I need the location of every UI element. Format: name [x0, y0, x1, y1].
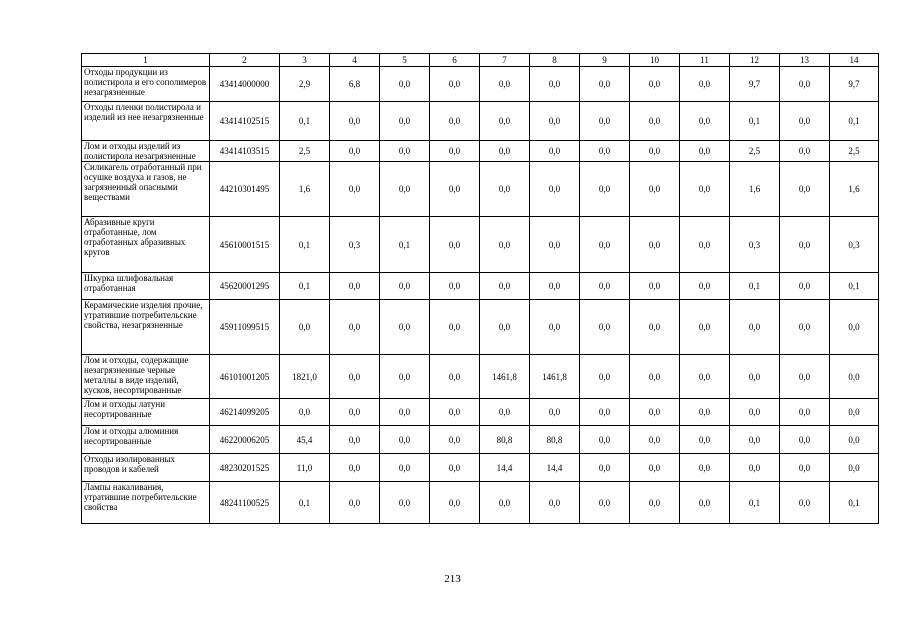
- waste-code-cell: 46220006205: [210, 426, 280, 454]
- value-cell: 0,1: [380, 217, 430, 273]
- value-cell: 14,4: [530, 454, 580, 482]
- waste-code-cell: 45610001515: [210, 217, 280, 273]
- value-cell: 0,0: [730, 399, 780, 426]
- table-row: [82, 273, 879, 300]
- waste-code-cell: 46101001205: [210, 355, 280, 399]
- value-cell: 0,0: [430, 355, 480, 399]
- table-row: [82, 355, 879, 399]
- value-cell: 0,0: [580, 355, 630, 399]
- column-header: 12: [730, 54, 780, 67]
- value-cell: 0,0: [380, 300, 430, 355]
- value-cell: 0,0: [530, 217, 580, 273]
- value-cell: 0,0: [330, 141, 380, 162]
- waste-name-cell: Лом и отходы, содержащие незагрязненные черные металлы в виде изделий, кусков, несортированные: [82, 355, 210, 399]
- value-cell: 0,0: [780, 67, 830, 102]
- waste-code-cell: 45620001295: [210, 273, 280, 300]
- value-cell: 0,0: [580, 399, 630, 426]
- value-cell: 0,0: [630, 355, 680, 399]
- value-cell: 0,0: [680, 399, 730, 426]
- value-cell: 0,0: [530, 102, 580, 141]
- value-cell: 0,0: [780, 162, 830, 217]
- value-cell: 0,0: [680, 426, 730, 454]
- value-cell: 0,0: [280, 399, 330, 426]
- value-cell: 0,0: [630, 426, 680, 454]
- value-cell: 0,0: [580, 300, 630, 355]
- value-cell: 0,0: [330, 355, 380, 399]
- value-cell: 0,1: [830, 482, 879, 524]
- table-row: [82, 482, 879, 524]
- column-header: 8: [530, 54, 580, 67]
- value-cell: 0,0: [380, 399, 430, 426]
- value-cell: 0,0: [630, 141, 680, 162]
- value-cell: 0,0: [580, 482, 630, 524]
- value-cell: 0,0: [530, 67, 580, 102]
- value-cell: 1821,0: [280, 355, 330, 399]
- table-row: [82, 426, 879, 454]
- waste-name-cell: Лампы накаливания, утратившие потребительские свойства: [82, 482, 210, 524]
- value-cell: 1,6: [830, 162, 879, 217]
- value-cell: 0,0: [380, 273, 430, 300]
- value-cell: 1,6: [730, 162, 780, 217]
- waste-name-cell: Керамические изделия прочие, утратившие потребительские свойства, незагрязненные: [82, 300, 210, 355]
- value-cell: 0,0: [780, 355, 830, 399]
- value-cell: 0,0: [630, 162, 680, 217]
- value-cell: 0,0: [580, 454, 630, 482]
- value-cell: 2,5: [280, 141, 330, 162]
- value-cell: 0,0: [430, 141, 480, 162]
- value-cell: 0,0: [380, 102, 430, 141]
- value-cell: 0,0: [680, 217, 730, 273]
- value-cell: 0,0: [680, 454, 730, 482]
- waste-data-table: [81, 53, 879, 524]
- value-cell: 0,0: [580, 162, 630, 217]
- value-cell: 2,9: [280, 67, 330, 102]
- value-cell: 0,0: [630, 399, 680, 426]
- value-cell: 0,0: [380, 355, 430, 399]
- value-cell: 0,0: [480, 102, 530, 141]
- value-cell: 0,0: [330, 454, 380, 482]
- value-cell: 0,0: [480, 399, 530, 426]
- value-cell: 0,0: [430, 426, 480, 454]
- table-row: [82, 454, 879, 482]
- column-header: 5: [380, 54, 430, 67]
- value-cell: 0,0: [780, 399, 830, 426]
- value-cell: 9,7: [830, 67, 879, 102]
- value-cell: 0,0: [380, 67, 430, 102]
- table-row: [82, 399, 879, 426]
- value-cell: 0,0: [630, 454, 680, 482]
- value-cell: 0,0: [430, 300, 480, 355]
- value-cell: 0,0: [480, 67, 530, 102]
- value-cell: 0,0: [830, 426, 879, 454]
- value-cell: 80,8: [530, 426, 580, 454]
- value-cell: 0,0: [730, 355, 780, 399]
- value-cell: 0,0: [380, 141, 430, 162]
- value-cell: 0,0: [580, 426, 630, 454]
- value-cell: 0,0: [680, 273, 730, 300]
- value-cell: 0,1: [830, 102, 879, 141]
- value-cell: 0,0: [780, 426, 830, 454]
- table-row: [82, 141, 879, 162]
- value-cell: 0,0: [330, 273, 380, 300]
- value-cell: 0,0: [680, 355, 730, 399]
- value-cell: 0,0: [730, 300, 780, 355]
- value-cell: 0,0: [380, 162, 430, 217]
- value-cell: 0,1: [280, 102, 330, 141]
- waste-code-cell: 44210301495: [210, 162, 280, 217]
- value-cell: 0,0: [780, 141, 830, 162]
- column-header: 14: [830, 54, 879, 67]
- value-cell: 0,0: [430, 102, 480, 141]
- value-cell: 0,0: [780, 482, 830, 524]
- header-row: [82, 54, 879, 67]
- value-cell: 0,0: [330, 399, 380, 426]
- value-cell: 0,0: [630, 482, 680, 524]
- value-cell: 0,1: [730, 102, 780, 141]
- value-cell: 0,0: [780, 102, 830, 141]
- value-cell: 2,5: [730, 141, 780, 162]
- value-cell: 0,0: [630, 67, 680, 102]
- value-cell: 0,0: [380, 426, 430, 454]
- value-cell: 0,0: [530, 141, 580, 162]
- table-row: [82, 102, 879, 141]
- waste-name-cell: Лом и отходы изделий из полистирола незагрязненные: [82, 141, 210, 162]
- value-cell: 0,0: [480, 217, 530, 273]
- value-cell: 0,1: [730, 273, 780, 300]
- value-cell: 0,1: [830, 273, 879, 300]
- value-cell: 80,8: [480, 426, 530, 454]
- value-cell: 0,1: [730, 482, 780, 524]
- value-cell: 0,1: [280, 482, 330, 524]
- value-cell: 1461,8: [530, 355, 580, 399]
- waste-code-cell: 43414000000: [210, 67, 280, 102]
- value-cell: 0,0: [380, 454, 430, 482]
- value-cell: 0,0: [780, 273, 830, 300]
- value-cell: 0,0: [780, 217, 830, 273]
- waste-code-cell: 43414103515: [210, 141, 280, 162]
- value-cell: 6,8: [330, 67, 380, 102]
- waste-name-cell: Лом и отходы латуни несортированные: [82, 399, 210, 426]
- value-cell: 0,0: [680, 162, 730, 217]
- value-cell: 0,0: [630, 102, 680, 141]
- value-cell: 14,4: [480, 454, 530, 482]
- column-header: 1: [82, 54, 210, 67]
- table-row: [82, 67, 879, 102]
- value-cell: 0,1: [280, 217, 330, 273]
- value-cell: 0,3: [330, 217, 380, 273]
- value-cell: 0,0: [680, 67, 730, 102]
- value-cell: 0,0: [680, 300, 730, 355]
- table-row: [82, 162, 879, 217]
- value-cell: 0,0: [630, 300, 680, 355]
- table-row: [82, 300, 879, 355]
- waste-name-cell: Отходы продукции из полистирола и его сополимеров незагрязненные: [82, 67, 210, 102]
- value-cell: 0,0: [480, 162, 530, 217]
- value-cell: 0,0: [580, 102, 630, 141]
- value-cell: 0,0: [580, 273, 630, 300]
- waste-name-cell: Шкурка шлифовальная отработанная: [82, 273, 210, 300]
- page-number: 213: [444, 573, 461, 585]
- waste-code-cell: 48230201525: [210, 454, 280, 482]
- value-cell: 0,0: [680, 141, 730, 162]
- waste-name-cell: Силикагель отработанный при осушке воздуха и газов, не загрязненный опасными веществами: [82, 162, 210, 217]
- value-cell: 11,0: [280, 454, 330, 482]
- value-cell: 0,0: [780, 454, 830, 482]
- value-cell: 0,0: [380, 482, 430, 524]
- value-cell: 0,0: [580, 217, 630, 273]
- value-cell: 0,1: [280, 273, 330, 300]
- waste-code-cell: 45911099515: [210, 300, 280, 355]
- value-cell: 0,0: [630, 217, 680, 273]
- value-cell: 0,0: [580, 67, 630, 102]
- value-cell: 0,0: [530, 273, 580, 300]
- value-cell: 0,0: [630, 273, 680, 300]
- value-cell: 0,0: [680, 102, 730, 141]
- waste-name-cell: Абразивные круги отработанные, лом отработанных абразивных кругов: [82, 217, 210, 273]
- value-cell: 0,0: [830, 454, 879, 482]
- value-cell: 0,0: [780, 300, 830, 355]
- value-cell: 0,0: [830, 355, 879, 399]
- waste-name-cell: Отходы изолированных проводов и кабелей: [82, 454, 210, 482]
- column-header: 4: [330, 54, 380, 67]
- waste-code-cell: 43414102515: [210, 102, 280, 141]
- value-cell: 0,0: [730, 426, 780, 454]
- value-cell: 0,0: [330, 482, 380, 524]
- value-cell: 0,3: [830, 217, 879, 273]
- waste-code-cell: 46214099205: [210, 399, 280, 426]
- value-cell: 0,0: [430, 399, 480, 426]
- value-cell: 1461,8: [480, 355, 530, 399]
- table-row: [82, 217, 879, 273]
- value-cell: 9,7: [730, 67, 780, 102]
- value-cell: 0,0: [430, 217, 480, 273]
- column-header: 2: [210, 54, 280, 67]
- column-header: 9: [580, 54, 630, 67]
- waste-name-cell: Отходы пленки полистирола и изделий из нее незагрязненные: [82, 102, 210, 141]
- value-cell: 0,0: [430, 273, 480, 300]
- value-cell: 0,0: [330, 162, 380, 217]
- value-cell: 0,0: [280, 300, 330, 355]
- value-cell: 0,0: [480, 482, 530, 524]
- value-cell: 0,0: [530, 300, 580, 355]
- value-cell: 0,0: [480, 141, 530, 162]
- value-cell: 0,0: [430, 162, 480, 217]
- value-cell: 0,0: [830, 300, 879, 355]
- column-header: 7: [480, 54, 530, 67]
- value-cell: 1,6: [280, 162, 330, 217]
- value-cell: 0,0: [680, 482, 730, 524]
- column-header: 10: [630, 54, 680, 67]
- value-cell: 0,0: [530, 482, 580, 524]
- column-header: 6: [430, 54, 480, 67]
- value-cell: 0,0: [330, 426, 380, 454]
- value-cell: 0,0: [480, 273, 530, 300]
- column-header: 13: [780, 54, 830, 67]
- column-header: 3: [280, 54, 330, 67]
- column-header: 11: [680, 54, 730, 67]
- value-cell: 0,0: [730, 454, 780, 482]
- value-cell: 0,0: [430, 454, 480, 482]
- waste-code-cell: 48241100525: [210, 482, 280, 524]
- table-body: [82, 54, 879, 524]
- value-cell: 0,0: [330, 300, 380, 355]
- waste-name-cell: Лом и отходы алюминия несортированные: [82, 426, 210, 454]
- value-cell: 0,0: [430, 67, 480, 102]
- value-cell: 0,0: [530, 162, 580, 217]
- value-cell: 0,0: [530, 399, 580, 426]
- value-cell: 0,0: [330, 102, 380, 141]
- value-cell: 45,4: [280, 426, 330, 454]
- value-cell: 0,0: [580, 141, 630, 162]
- value-cell: 0,0: [480, 300, 530, 355]
- value-cell: 0,0: [830, 399, 879, 426]
- value-cell: 0,3: [730, 217, 780, 273]
- value-cell: 2,5: [830, 141, 879, 162]
- value-cell: 0,0: [430, 482, 480, 524]
